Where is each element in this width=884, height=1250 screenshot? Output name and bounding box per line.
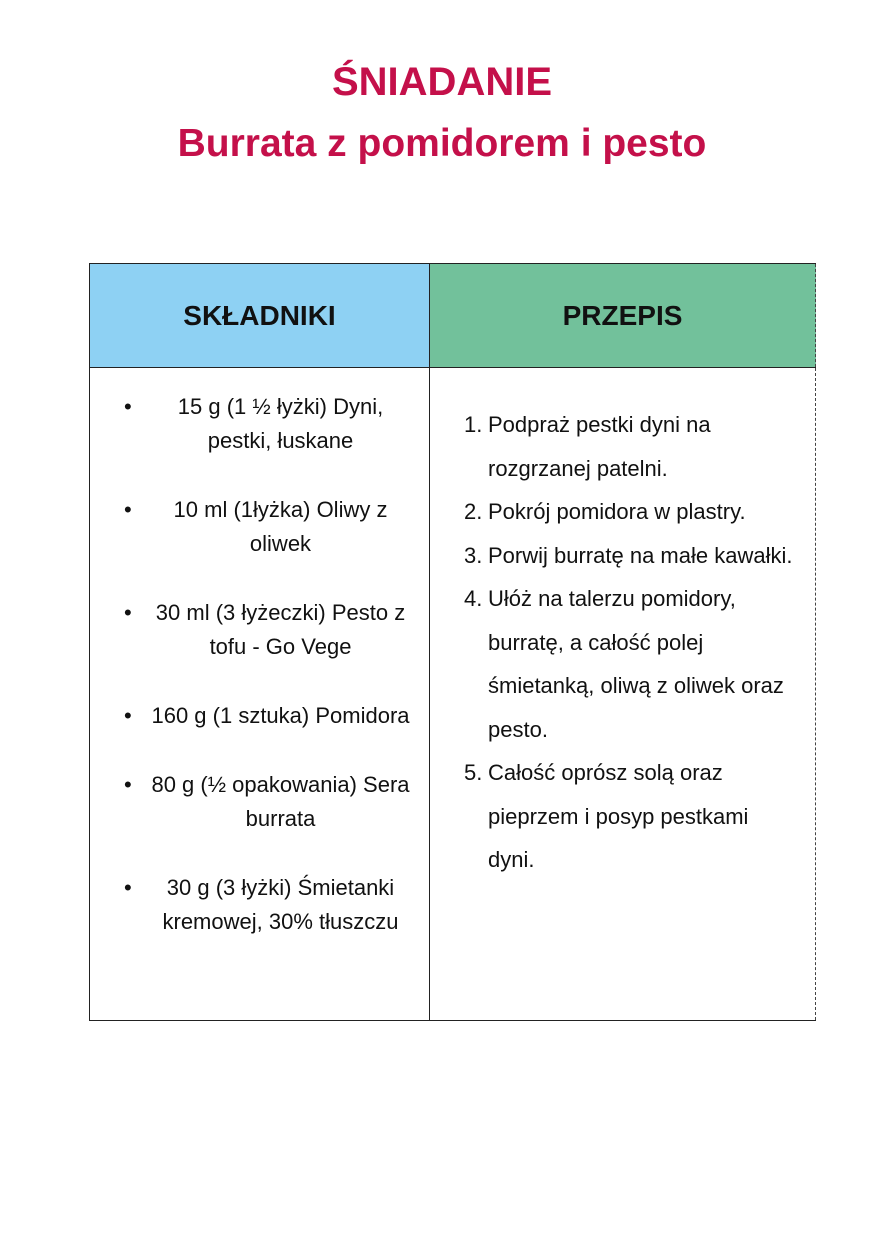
step-number: 4. [464,586,483,611]
step-text: Ułóż na talerzu pomidory, burratę, a całość polej śmietanką, oliwą z oliwek oraz pesto. [488,586,784,742]
list-item: • 160 g (1 sztuka) Pomidora [104,699,415,733]
table-header-row [90,264,816,368]
list-item [464,403,795,490]
ingredients-cell [90,368,430,1021]
recipe-steps [430,368,815,882]
bullet-icon: • [124,703,132,728]
list-item: • 15 g (1 ½ łyżki) Dyni, pestki, łuskane [104,390,415,458]
page-title: ŚNIADANIE [331,60,553,104]
list-item: • 10 ml (1łyżka) Oliwy z oliwek [104,493,415,561]
recipe-cell [430,368,816,1021]
bullet-icon: • [124,772,132,797]
list-item [464,751,795,882]
bullet-icon: • [124,600,132,625]
list-item: • 30 g (3 łyżki) Śmietanki kremowej, 30% tłuszczu [104,871,415,939]
bullet-icon: • [124,497,132,522]
bullet-icon: • [124,875,132,900]
list-item: • 30 ml (3 łyżeczki) Pesto z tofu - Go Vege [104,596,415,664]
list-item [464,577,795,751]
step-text: Pokrój pomidora w plastry. [488,499,746,524]
ingredients-list [90,368,429,939]
list-item: • 80 g (½ opakowania) Sera burrata [104,768,415,836]
step-text: Całość oprósz solą oraz pieprzem i posyp pestkami dyni. [488,760,749,872]
step-text: Porwij burratę na małe kawałki. [488,542,793,568]
step-number: 3. [464,542,483,568]
recipe-title: Burrata z pomidorem i pesto [177,122,707,165]
recipe-header: PRZEPIS [430,264,816,368]
step-number: 5. [464,760,483,785]
list-item [464,534,795,578]
table-body-row [90,368,816,1021]
step-number: 2. [464,499,483,524]
recipe-table [89,263,816,1021]
step-number: 1. [464,412,483,437]
bullet-icon: • [124,394,132,419]
step-text: Podpraż pestki dyni na rozgrzanej patelni. [488,412,711,481]
title-block [0,56,884,174]
list-item [464,490,795,534]
ingredients-header: SKŁADNIKI [90,264,430,368]
